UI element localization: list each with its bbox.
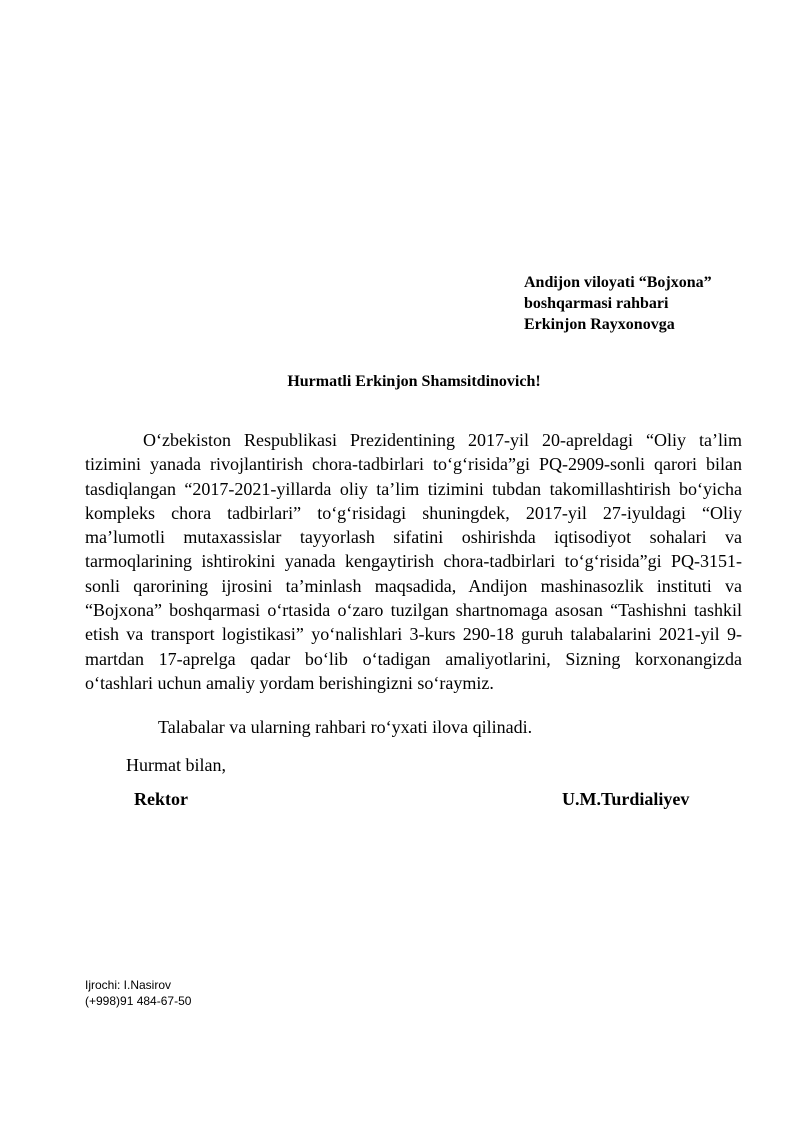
letter-body: O‘zbekiston Respublikasi Prezidentining 2017-yil 20-apreldagi “Oliy ta’lim tizimini yanada rivojlantirish chora-tadbirlari to‘g‘risida”gi PQ-2909-sonli qarori bilan tasdiqlangan “2017-2021-yillarda oliy ta’lim tizimini tubdan takomillashtirish bo‘yicha kompleks chora tadbirlari” to‘g‘risidagi shuningdek, 2017-yil 27-iyuldagi “Oliy ma’lumotli mutaxassislar tayyorlash sifatini oshirishda iqtisodiyot sohalari va tarmoqlarining ishtirokini yanada kengaytirish chora-tadbirlari to‘g‘risida”gi PQ-3151-sonli qarorining ijrosini ta’minlash maqsadida, Andijon mashinasozlik instituti va “Bojxona” boshqarmasi o‘rtasida o‘zaro tuzilgan shartnomaga asosan “Tashishni tashkil etish va transport logistikasi” yo‘nalishlari 3-kurs 290-18 guruh talabalarini 2021-yil 9-martdan 17-aprelga qadar bo‘lib o‘tadigan amaliyotlarini, Sizning korxonangizda o‘tashlari uchun amaliy yordam berishingizni so‘raymiz.: [85, 430, 742, 693]
salutation: Hurmatli Erkinjon Shamsitdinovich!: [287, 373, 541, 390]
addressee-block: [524, 272, 784, 335]
addressee-line-1: Andijon viloyati “Bojxona”: [524, 274, 712, 291]
attachment-note: Talabalar va ularning rahbari ro‘yxati ilova qilinadi.: [158, 717, 533, 737]
executor-phone: (+998)91 484-67-50: [85, 994, 192, 1008]
addressee-line-2: boshqarmasi rahbari: [524, 295, 669, 312]
addressee-line-3: Erkinjon Rayxonovga: [524, 316, 675, 333]
executor-name: Ijrochi: I.Nasirov: [85, 978, 172, 992]
executor-block: [85, 977, 191, 1009]
signatory-name: U.M.Turdialiyev: [562, 789, 690, 809]
closing-phrase: Hurmat bilan,: [126, 755, 226, 775]
signatory-role: Rektor: [134, 789, 188, 809]
